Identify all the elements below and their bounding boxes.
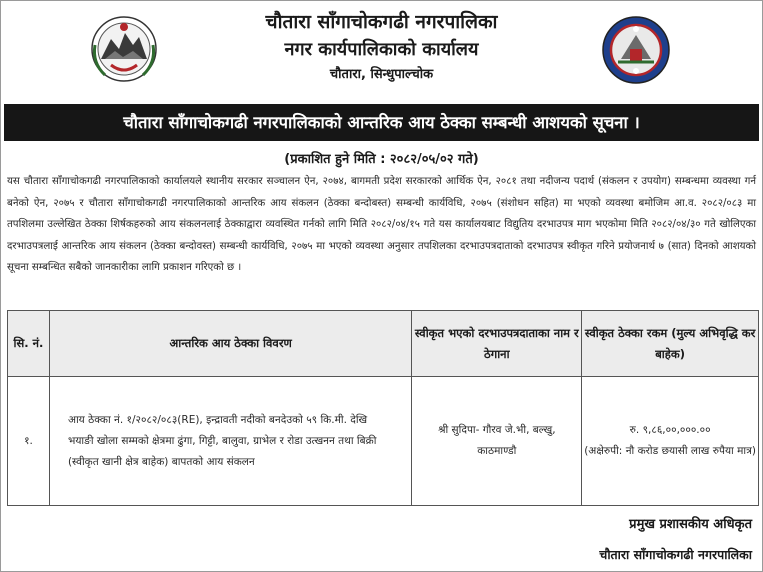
header-serial-no: सि. नं. xyxy=(8,311,50,377)
municipality-name: चौतारा साँगाचोकगढी नगरपालिका xyxy=(265,11,498,33)
notice-body-paragraph: यस चौतारा साँगाचोकगढी नगरपालिकाको कार्यालयले स्थानीय सरकार सञ्चालन ऐन, २०७४, बागमती प्रदेश सरकारको आर्थिक ऐन, २०८१ तथा नदीजन्य पदार्थ (संकलन र उपयोग) सम्बन्धमा व्यवस्था गर्न बनेको ऐन, २०७५ र चौतारा साँगाचोकगढी नगरपालिकाको आन्तरिक आय संकलन (ठेक्का बन्दोबस्त) सम्बन्धी कार्यविधि, २०७५ (संशोधन सहित) मा भएको व्यवस्था बमोजिम आ.व. २०८२/०८३ मा तपशिलमा उल्लेखित ठेक्का शिर्षकहरुको आय संकलनलाई ठेक्काद्वारा व्यवस्थित गर्नको लागि मिति २०८२/०४/१५ गते यस कार्यालयबाट विद्युतिय दरभाउपत्र माग भएकोमा मिति २०८२/०४/३० गते खोलिएका दरभाउपत्रलाई आन्तरिक आय संकलन (ठेक्का बन्दोवस्त) सम्बन्धी कार्यविधि, २०७५ मा भएको व्यवस्था अनुसार तपशिलका दरभाउपत्रदाताको दरभाउपत्र स्वीकृत गरिने प्रयोजनार्थ ७ (सात) दिनको आशयको सूचना सम्बन्धित सबैको जानकारीका लागि प्रकाशन गरिएको छ । xyxy=(7,176,756,273)
notice-title-banner: चौतारा साँगाचोकगढी नगरपालिकाको आन्तरिक आय ठेक्का सम्बन्धी आशयको सूचना । xyxy=(4,104,759,141)
letterhead xyxy=(1,1,762,99)
signatory-office: चौतारा साँगाचोकगढी नगरपालिका xyxy=(599,547,752,562)
cell-bidder xyxy=(412,377,582,506)
office-address: चौतारा, सिन्धुपाल्चोक xyxy=(329,67,434,82)
signatory-title: प्रमुख प्रशासकीय अधिकृत xyxy=(629,517,752,532)
bidder-name: श्री सुदिपा- गौरव जे.भी, बल्खु, xyxy=(438,424,556,436)
office-name: नगर कार्यपालिकाको कार्यालय xyxy=(284,39,479,60)
cell-contract-details: आय ठेक्का नं. १/२०८२/०८३(RE), इन्द्रावती नदीको बनदेउको ५९ कि.मी. देखि भयाङी खोला सम्मको क्षेत्रमा ढुंगा, गिट्टी, बालुवा, ग्राभेल र रोडा उत्खनन तथा बिक्री (स्वीकृत खानी क्षेत्र बाहेक) बापतको आय संकलन xyxy=(49,377,411,506)
header-amount: स्वीकृत ठेक्का रकम (मुल्य अभिवृद्धि कर बाहेक) xyxy=(582,311,759,377)
header-contract-details: आन्तरिक आय ठेक्का विवरण xyxy=(49,311,411,377)
table-header-row xyxy=(8,311,759,377)
cell-amount xyxy=(582,377,759,506)
amount-words: (अक्षेरुपी: नौ करोड छयासी लाख रुपैया मात्र) xyxy=(584,445,756,457)
publish-date: (प्रकाशित हुने मिति : २०८२/०५/०२ गते) xyxy=(284,152,479,167)
amount-figure: रु. ९,८६,००,०००.०० xyxy=(629,424,711,436)
contract-table xyxy=(7,310,759,506)
municipality-logo-icon xyxy=(601,15,671,85)
header-bidder: स्वीकृत भएको दरभाउपत्रदाताका नाम र ठेगाना xyxy=(412,311,582,377)
table-row xyxy=(8,377,759,506)
bidder-address: काठमाण्डौ xyxy=(477,445,517,457)
cell-serial-no: १. xyxy=(8,377,50,506)
